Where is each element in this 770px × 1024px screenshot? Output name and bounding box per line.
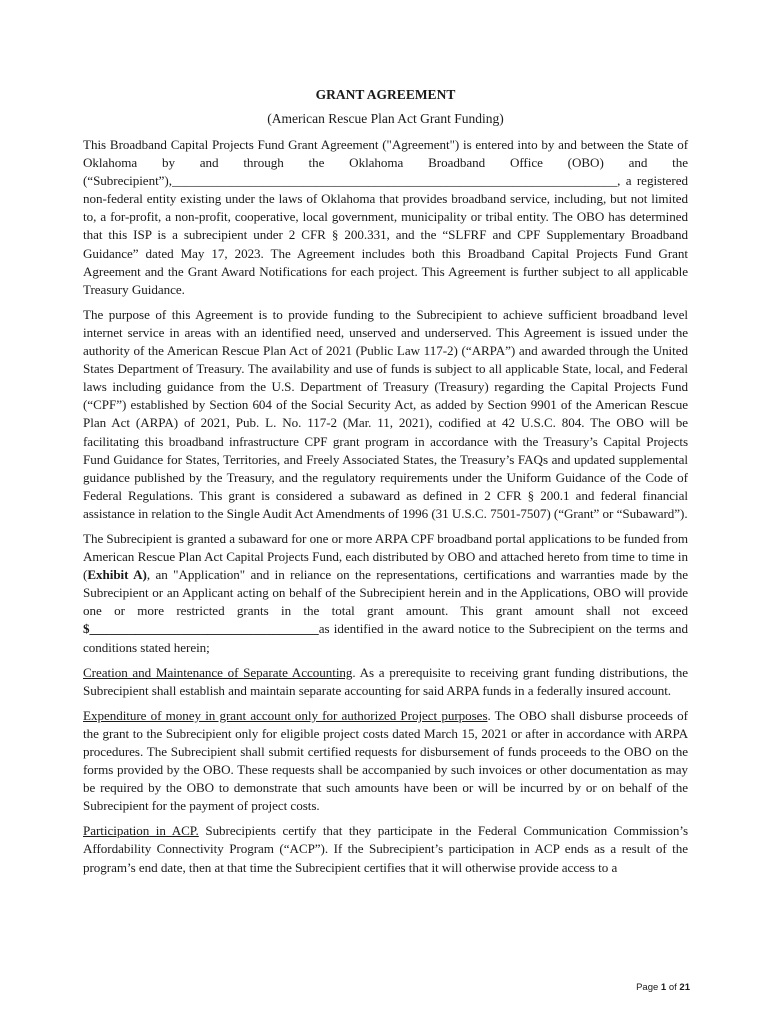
separate-accounting-text: . As a prerequisite to receiving grant funding distributions, the Subrecipient shall establish and maintain separate accounting for said ARPA funds in a federally insured account. (83, 664, 688, 698)
document-body (83, 86, 688, 884)
paragraph-separate-accounting (83, 664, 688, 700)
grant-amount-blank: $___________________________________ (83, 621, 319, 637)
paragraph-subaward (83, 530, 688, 657)
paragraph-parties (83, 136, 688, 299)
paragraph-subaward-text-c: as identified in the award notice to the Subrecipient on the terms and conditions stated herein; (83, 621, 688, 655)
paragraph-subaward-text-b: , an "Application" and in reliance on the representations, certifications and warranties made by the Subrecipient or an Applicant acting on behalf of the Subrecipient herein and in the Applications, OBO will provide one or more restricted grants in the total grant amount. This grant amount shall not exceed (83, 567, 688, 619)
total-pages: 21 (679, 982, 690, 993)
document-subtitle: (American Rescue Plan Act Grant Funding) (267, 111, 504, 126)
document-title: GRANT AGREEMENT (315, 87, 456, 102)
paragraph-acp (83, 822, 688, 876)
separate-accounting-heading: Creation and Maintenance of Separate Accounting (83, 664, 353, 680)
paragraph-parties-text-a: This Broadband Capital Projects Fund Grant Agreement ("Agreement") is entered into by and between the State of Oklahoma by and through the Oklahoma Broadband Office (OBO) and the (“Subrecipient”), (83, 137, 688, 189)
paragraph-parties-text-b: , a registered non-federal entity existing under the laws of Oklahoma that provides broadband service, including, but not limited to, a for-profit, a non-profit, cooperative, local government, municipality or tribal entity. The OBO has determined that this ISP is a subrecipient under 2 CFR § 200.331, and the “SLFRF and CPF Supplementary Broadband Guidance” dated May 17, 2023. The Agreement includes both this Broadband Capital Projects Fund Grant Agreement and the Grant Award Notifications for each project. This Agreement is further subject to all applicable Treasury Guidance. (83, 173, 688, 297)
exhibit-a-reference: Exhibit A) (87, 567, 147, 583)
page-label: Page (636, 982, 659, 993)
current-page: 1 (660, 982, 667, 993)
paragraph-expenditure (83, 707, 688, 816)
paragraph-purpose: The purpose of this Agreement is to provide funding to the Subrecipient to achieve sufficient broadband level internet service in areas with an identified need, unserved and underserved. This Agreement is issued under the authority of the American Rescue Plan Act of 2021 (Public Law 117-2) (“ARPA”) and awarded through the United States Department of Treasury. The availability and use of funds is subject to all applicable State, local, and Federal laws including guidance from the U.S. Department of Treasury (Treasury) regarding the Capital Projects Fund (“CPF”) established by Section 604 of the Social Security Act, as added by Section 9901 of the American Rescue Plan Act (ARPA) of 2021, Pub. L. No. 117-2 (Mar. 11, 2021), codified at 42 U.S.C. 804. The OBO will be facilitating this broadband infrastructure CPF grant program in accordance with the Treasury’s Capital Projects Fund Guidance for States, Territories, and Freely Associated States, the Treasury’s FAQs and updated supplemental guidance published by the Treasury, and the regulatory requirements under the Uniform Guidance of the Code of Federal Regulations. This grant is considered a subaward as defined in 2 CFR § 200.1 and federal financial assistance in relation to the Single Audit Act Amendments of 1996 (31 U.S.C. 7501-7507) (“Grant” or “Subaward”). (83, 306, 688, 521)
subrecipient-name-blank: ____________________________________________________________________ (171, 173, 618, 189)
acp-heading: Participation in ACP. (83, 823, 199, 839)
acp-text: Subrecipients certify that they participate in the Federal Communication Commission’s Affordability Connectivity Program (“ACP”). If the Subrecipient’s participation in ACP ends as a result of the program’s end date, then at that time the Subrecipient certifies that it will otherwise provide access to a (83, 823, 688, 875)
expenditure-text: . The OBO shall disburse proceeds of the grant to the Subrecipient only for eligible project costs dated March 15, 2021 or after in accordance with ARPA procedures. The Subrecipient shall submit certified requests for disbursement of funds proceeds to the OBO on the forms provided by the OBO. These requests shall be accompanied by such invoices or other documentation as may be required by the OBO to demonstrate that such amounts have been or will be incurred by or on behalf of the Subrecipient for the payment of project costs. (83, 707, 688, 814)
of-label: of (668, 982, 677, 993)
expenditure-heading: Expenditure of money in grant account only for authorized Project purposes (83, 707, 488, 723)
paragraph-subaward-text-a: The Subrecipient is granted a subaward for one or more ARPA CPF broadband portal applications to be funded from American Rescue Plan Act Capital Projects Fund, each distributed by OBO and attached hereto from time to time in ( (83, 530, 688, 583)
page-number (620, 982, 690, 993)
